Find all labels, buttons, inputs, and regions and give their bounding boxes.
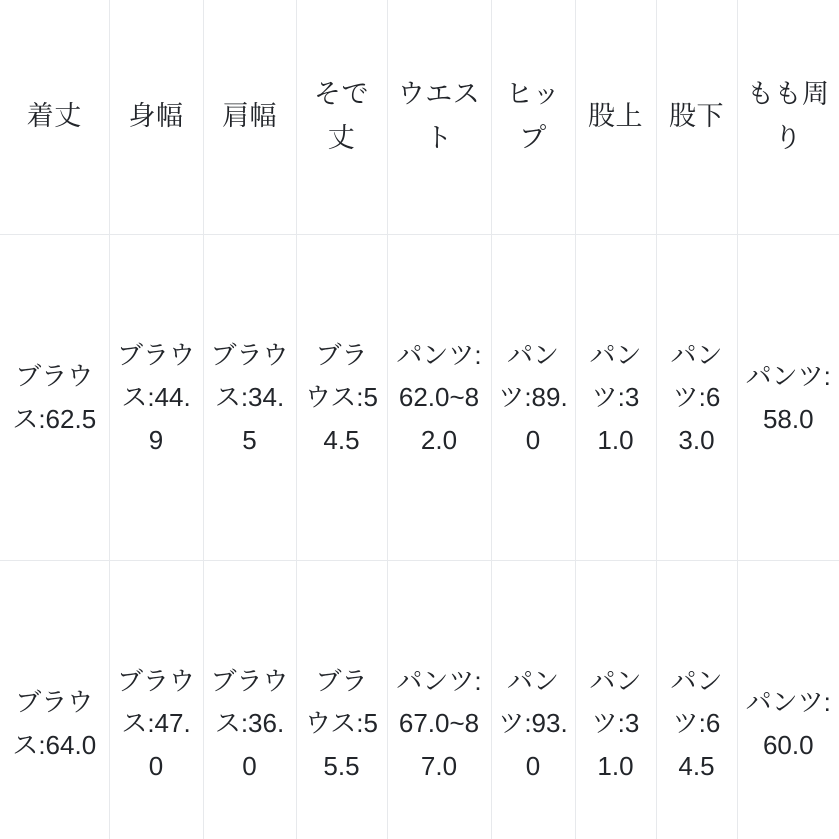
column-header-rise — [575, 0, 656, 235]
cell-value: ブラウス:36.0 — [210, 666, 289, 781]
table-cell — [656, 235, 737, 561]
table-row — [0, 561, 839, 839]
cell-value: ブラウス:44.9 — [116, 340, 195, 455]
column-header-label: 着丈 — [26, 101, 82, 132]
column-header-sleeve-length — [296, 0, 387, 235]
table-header-row — [0, 0, 839, 235]
cell-value: ブラウス:54.5 — [305, 340, 378, 455]
table-cell — [491, 561, 575, 839]
column-header-label: もも周り — [747, 79, 830, 153]
table-cell — [387, 561, 491, 839]
cell-value: ブラウス:62.5 — [12, 361, 97, 434]
column-header-label: 股上 — [588, 101, 643, 132]
table-cell — [656, 561, 737, 839]
cell-value: ブラウス:34.5 — [210, 340, 289, 455]
table-row — [0, 235, 839, 561]
column-header-label: 身幅 — [128, 101, 184, 132]
table-cell — [575, 235, 656, 561]
column-header-inseam — [656, 0, 737, 235]
column-header-shoulder-width — [203, 0, 296, 235]
cell-value: パンツ:58.0 — [745, 361, 831, 434]
column-header-length — [0, 0, 109, 235]
table-cell — [203, 561, 296, 839]
table-cell — [737, 561, 839, 839]
table-cell — [109, 235, 203, 561]
column-header-label: そで丈 — [314, 79, 369, 153]
table-cell — [491, 235, 575, 561]
table-cell — [296, 561, 387, 839]
table-cell — [387, 235, 491, 561]
cell-value: パンツ:62.0~82.0 — [396, 340, 482, 455]
column-header-label: ヒップ — [505, 79, 561, 153]
table-cell — [203, 235, 296, 561]
column-header-body-width — [109, 0, 203, 235]
table-cell — [109, 561, 203, 839]
cell-value: パンツ:89.0 — [498, 340, 568, 455]
column-header-label: 股下 — [669, 101, 724, 132]
table-cell — [296, 235, 387, 561]
column-header-waist — [387, 0, 491, 235]
cell-value: ブラウス:55.5 — [305, 666, 378, 781]
column-header-hip — [491, 0, 575, 235]
table-cell — [0, 561, 109, 839]
cell-value: パンツ:31.0 — [589, 340, 642, 455]
cell-value: パンツ:63.0 — [670, 340, 723, 455]
column-header-label: 肩幅 — [222, 101, 277, 132]
column-header-label: ウエスト — [397, 79, 481, 153]
cell-value: パンツ:64.5 — [670, 666, 723, 781]
table-cell — [737, 235, 839, 561]
cell-value: パンツ:93.0 — [498, 666, 568, 781]
column-header-thigh — [737, 0, 839, 235]
cell-value: ブラウス:47.0 — [116, 666, 195, 781]
table-cell — [0, 235, 109, 561]
cell-value: ブラウス:64.0 — [12, 687, 97, 760]
cell-value: パンツ:67.0~87.0 — [396, 666, 482, 781]
table-cell — [575, 561, 656, 839]
cell-value: パンツ:60.0 — [745, 687, 831, 760]
cell-value: パンツ:31.0 — [589, 666, 642, 781]
